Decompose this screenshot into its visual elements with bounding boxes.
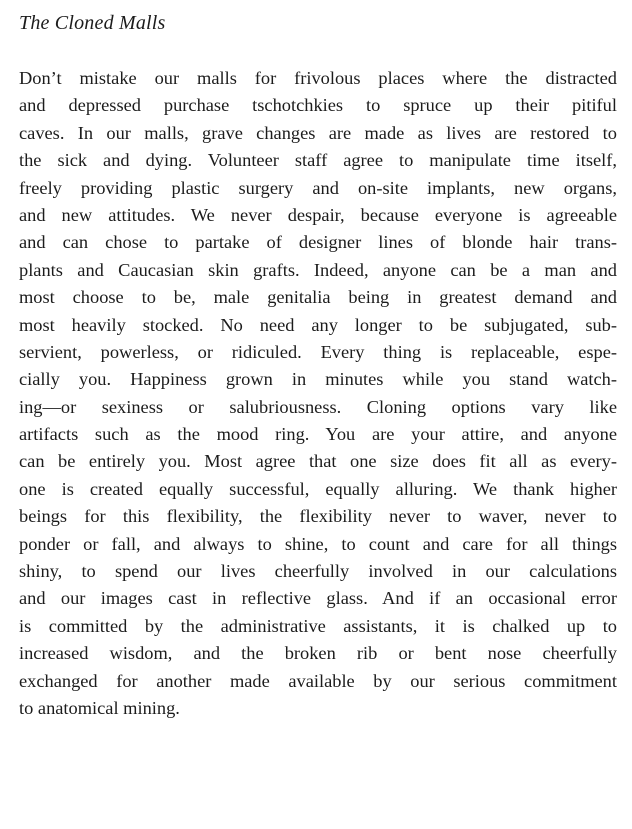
body-paragraph [19, 65, 617, 722]
text-line: artifacts such as the mood ring. You are your attire, and anyone [19, 424, 617, 445]
text-line: and can chose to partake of designer lines of blonde hair trans- [19, 232, 617, 253]
document-title: The Cloned Malls [19, 12, 166, 34]
text-line: is committed by the administrative assistants, it is chalked up to [19, 615, 617, 636]
text-line: can be entirely you. Most agree that one size does fit all as every- [19, 451, 617, 472]
text-line: plants and Caucasian skin grafts. Indeed, anyone can be a man and [19, 259, 617, 280]
text-line: Don’t mistake our malls for frivolous places where the distracted [19, 68, 617, 88]
text-line: cially you. Happiness grown in minutes while you stand watch- [19, 369, 617, 390]
text-line: the sick and dying. Volunteer staff agree to manipulate time itself, [19, 150, 617, 171]
text-line: most heavily stocked. No need any longer to be subjugated, sub- [19, 314, 617, 335]
text-line: most choose to be, male genitalia being in greatest demand and [19, 287, 617, 308]
text-line: freely providing plastic surgery and on-site implants, new organs, [19, 177, 617, 198]
text-line: one is created equally successful, equally alluring. We thank higher [19, 478, 617, 499]
text-line: and depressed purchase tschotchkies to spruce up their pitiful [19, 95, 617, 116]
text-line: ponder or fall, and always to shine, to count and care for all things [19, 533, 617, 554]
text-line: increased wisdom, and the broken rib or bent nose cheerfully [19, 643, 617, 664]
text-line: exchanged for another made available by our serious commitment [19, 670, 617, 691]
text-line: ing—or sexiness or salubriousness. Cloning options vary like [19, 396, 617, 417]
page [19, 0, 617, 829]
text-line: beings for this flexibility, the flexibility never to waver, never to [19, 506, 617, 527]
text-line: shiny, to spend our lives cheerfully involved in our calculations [19, 561, 617, 582]
text-line: servient, powerless, or ridiculed. Every thing is replaceable, espe- [19, 341, 617, 362]
text-line: and our images cast in reflective glass. And if an occasional error [19, 588, 617, 609]
text-line: and new attitudes. We never despair, because everyone is agreeable [19, 204, 617, 225]
text-line-last: to anatomical mining. [19, 697, 180, 718]
text-line: caves. In our malls, grave changes are made as lives are restored to [19, 122, 617, 143]
